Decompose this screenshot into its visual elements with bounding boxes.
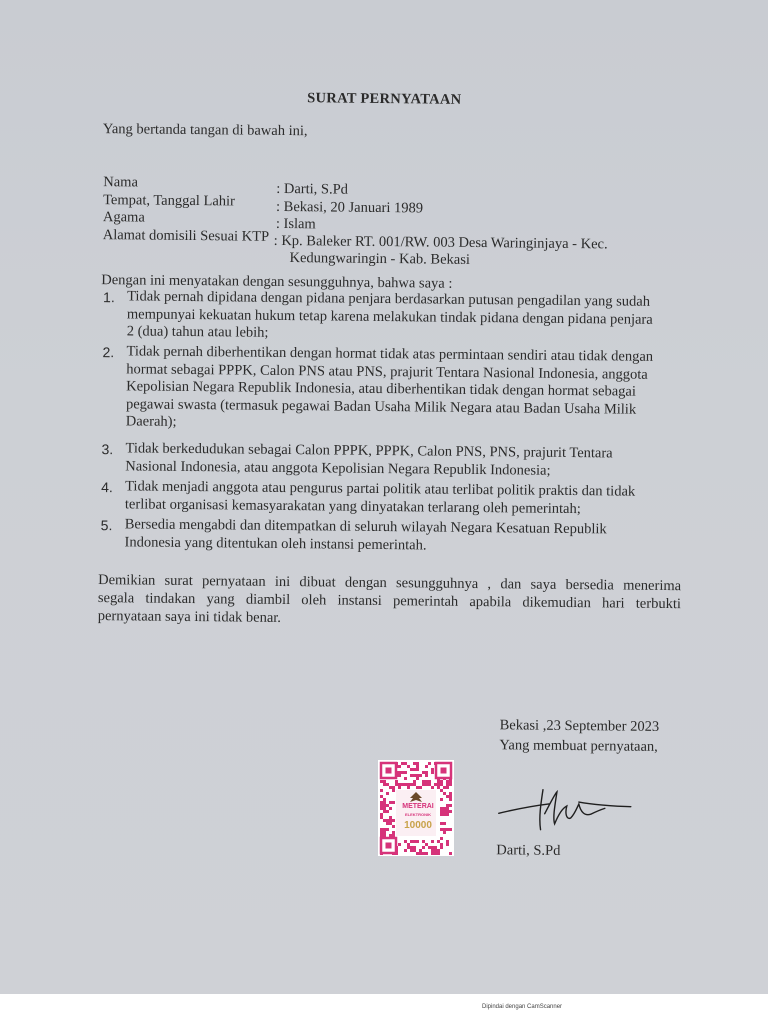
place-date: Bekasi ,23 September 2023 xyxy=(499,717,660,735)
item-number: 3. xyxy=(101,441,114,458)
signer-name: Darti, S.Pd xyxy=(496,842,561,859)
list-item-line: Nasional Indonesia, atau anggota Kepolisian Negara Republik Indonesia; xyxy=(125,457,551,479)
statement-intro: Dengan ini menyatakan dengan sesungguhnya, bahwa saya : xyxy=(101,272,453,292)
list-item-line: Bersedia mengabdi dan ditempatkan di seluruh wilayah Negara Kesatuan Republik xyxy=(124,516,607,538)
list-item xyxy=(125,478,680,519)
signature-image xyxy=(494,783,635,836)
list-item-line: 2 (dua) tahun atau lebih; xyxy=(126,323,269,341)
field-label-birth: Tempat, Tanggal Lahir xyxy=(103,192,235,210)
closing-line: pernyataan saya ini tidak benar. xyxy=(97,608,282,626)
list-item xyxy=(124,516,679,557)
list-item-line: pegawai swasta (termasuk pegawai Badan Usaha Milik Negara atau Badan Usaha Milik xyxy=(125,395,637,418)
meterai-label: METERAI xyxy=(402,803,434,810)
list-item-line: Daerah); xyxy=(125,413,177,430)
document-title: SURAT PERNYATAAN xyxy=(307,90,462,108)
closing-line: segala tindakan yang diambil oleh instansi pemerintah apabila dikemudian hari terbukti xyxy=(97,590,682,613)
field-value-address-line2: Kedungwaringin - Kab. Bekasi xyxy=(289,250,471,268)
field-value-address: : Kp. Baleker RT. 001/RW. 003 Desa Waringinjaya - Kec. xyxy=(273,232,608,253)
field-label-name: Nama xyxy=(103,174,139,191)
meterai-amount: 10000 xyxy=(404,820,432,831)
item-number: 5. xyxy=(100,517,113,534)
field-value-birth: : Bekasi, 20 Januari 1989 xyxy=(275,198,424,217)
field-value-religion: : Islam xyxy=(275,215,316,233)
list-item-line: Kepolisian Negara Republik Indonesia, atau diberhentikan tidak dengan hormat sebagai xyxy=(126,378,636,400)
list-item-line: Tidak berkedudukan sebagai Calon PPPK, PPPK, Calon PNS, PNS, prajurit Tentara xyxy=(125,440,613,462)
closing-paragraph xyxy=(98,571,682,631)
intro-line: Yang bertanda tangan di bawah ini, xyxy=(102,121,308,140)
list-item-line: Tidak pernah diberhentikan dengan hormat tidak atas permintaan sendiri atau tidak dengan xyxy=(126,343,654,365)
closing-line: Demikian surat pernyataan ini dibuat dengan sesungguhnya , dan saya bersedia menerima xyxy=(98,572,682,595)
scanner-footer xyxy=(0,994,768,1024)
signer-caption: Yang membuat pernyataan, xyxy=(499,737,658,755)
list-item-line: mempunyai kekuatan hukum tetap karena melakukan tindak pidana dengan pidana penjara xyxy=(126,305,653,328)
list-item-line: Tidak menjadi anggota atau pengurus partai politik atau terlibat politik praktis dan tidak xyxy=(125,478,636,500)
list-item-line: Tidak pernah dipidana dengan pidana penjara berdasarkan putusan pengadilan yang sudah xyxy=(127,288,651,310)
field-value-name: : Darti, S.Pd xyxy=(276,180,349,198)
list-item-line: terlibat organisasi kemasyarakatan yang dinyatakan terlarang oleh pemerintah; xyxy=(124,495,581,517)
meterai-stamp xyxy=(378,760,454,856)
list-item xyxy=(126,343,682,436)
field-label-address: Alamat domisili Sesuai KTP xyxy=(102,227,270,245)
item-number: 1. xyxy=(103,289,115,306)
field-label-religion: Agama xyxy=(102,209,145,226)
meterai-sublabel: ELEKTRONIK xyxy=(405,812,431,817)
item-number: 2. xyxy=(102,344,115,361)
list-item-line: hormat sebagai PPPK, Calon PNS atau PNS, prajurit Tentara Nasional Indonesia, anggota xyxy=(126,360,648,383)
scanner-watermark: Dipindai dengan CamScanner xyxy=(482,1004,563,1010)
list-item xyxy=(125,440,680,481)
list-item-line: Indonesia yang ditentukan oleh instansi pemerintah. xyxy=(124,533,427,553)
item-number: 4. xyxy=(101,479,113,496)
list-item xyxy=(127,288,683,346)
